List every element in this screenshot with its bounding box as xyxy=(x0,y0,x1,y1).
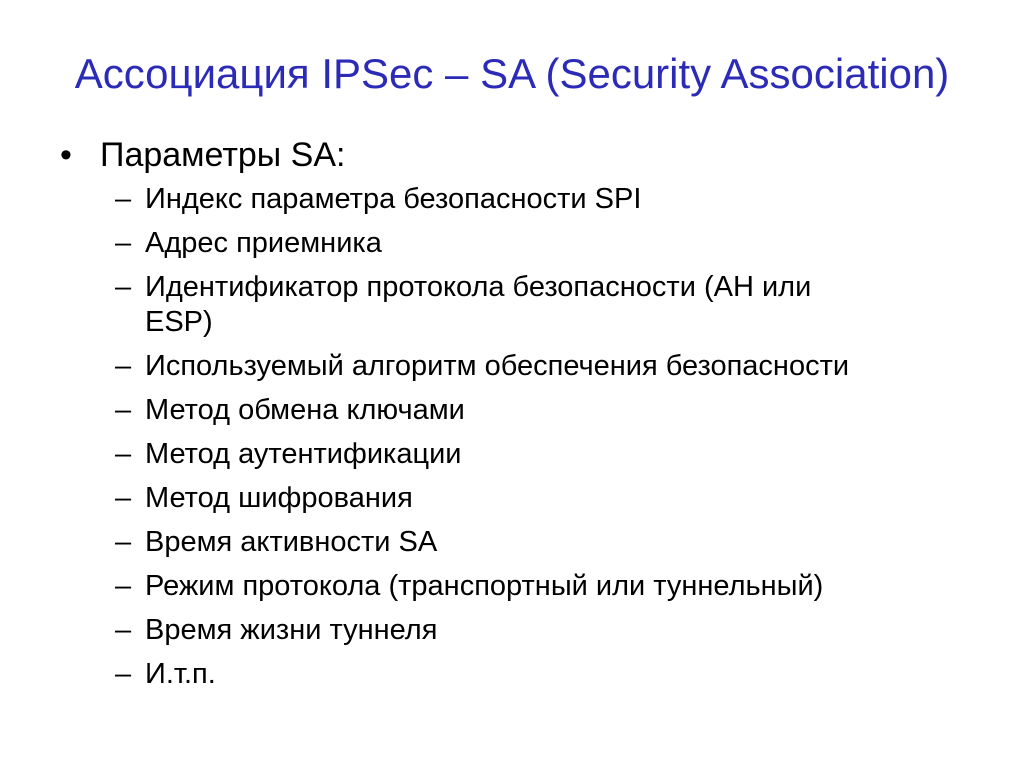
list-item xyxy=(115,525,990,560)
list-item-text: Режим протокола (транспортный или туннельный) xyxy=(145,570,824,602)
list-item xyxy=(115,270,990,340)
list-item xyxy=(115,481,990,516)
list-item-text: Адрес приемника xyxy=(145,227,382,259)
dash-marker: – xyxy=(115,394,132,426)
dash-marker: – xyxy=(115,482,132,514)
list-item-text: Метод аутентификации xyxy=(145,438,462,470)
dash-marker: – xyxy=(115,227,132,259)
list-item xyxy=(115,349,990,384)
list-item-text: Идентификатор протокола безопасности (AH или ESP) xyxy=(145,271,812,338)
list-item-text: Время активности SA xyxy=(145,526,438,558)
bullet-parameters xyxy=(60,132,990,178)
sub-list xyxy=(115,182,990,692)
dash-marker: – xyxy=(115,183,132,215)
list-item-text: Метод шифрования xyxy=(145,482,413,514)
dash-marker: – xyxy=(115,614,132,646)
dash-marker: – xyxy=(115,350,132,382)
list-item-text: Используемый алгоритм обеспечения безопасности xyxy=(145,350,850,382)
dash-marker: – xyxy=(115,271,132,303)
dash-marker: – xyxy=(115,570,132,602)
dash-marker: – xyxy=(115,658,132,690)
list-item xyxy=(115,437,990,472)
list-item xyxy=(115,393,990,428)
list-item xyxy=(115,226,990,261)
list-item-text: Время жизни туннеля xyxy=(145,614,438,646)
list-item xyxy=(115,657,990,692)
slide-content xyxy=(60,132,990,701)
list-item xyxy=(115,182,990,217)
bullet-marker: • xyxy=(60,136,72,174)
list-item xyxy=(115,613,990,648)
slide-title: Ассоциация IPSec – SA (Security Association) xyxy=(74,50,950,97)
dash-marker: – xyxy=(115,526,132,558)
dash-marker: – xyxy=(115,438,132,470)
list-item-text: И.т.п. xyxy=(145,658,216,690)
list-item xyxy=(115,569,990,604)
bullet-label: Параметры SA: xyxy=(100,136,346,174)
list-item-text: Метод обмена ключами xyxy=(145,394,465,426)
list-item-text: Индекс параметра безопасности SPI xyxy=(145,183,642,215)
